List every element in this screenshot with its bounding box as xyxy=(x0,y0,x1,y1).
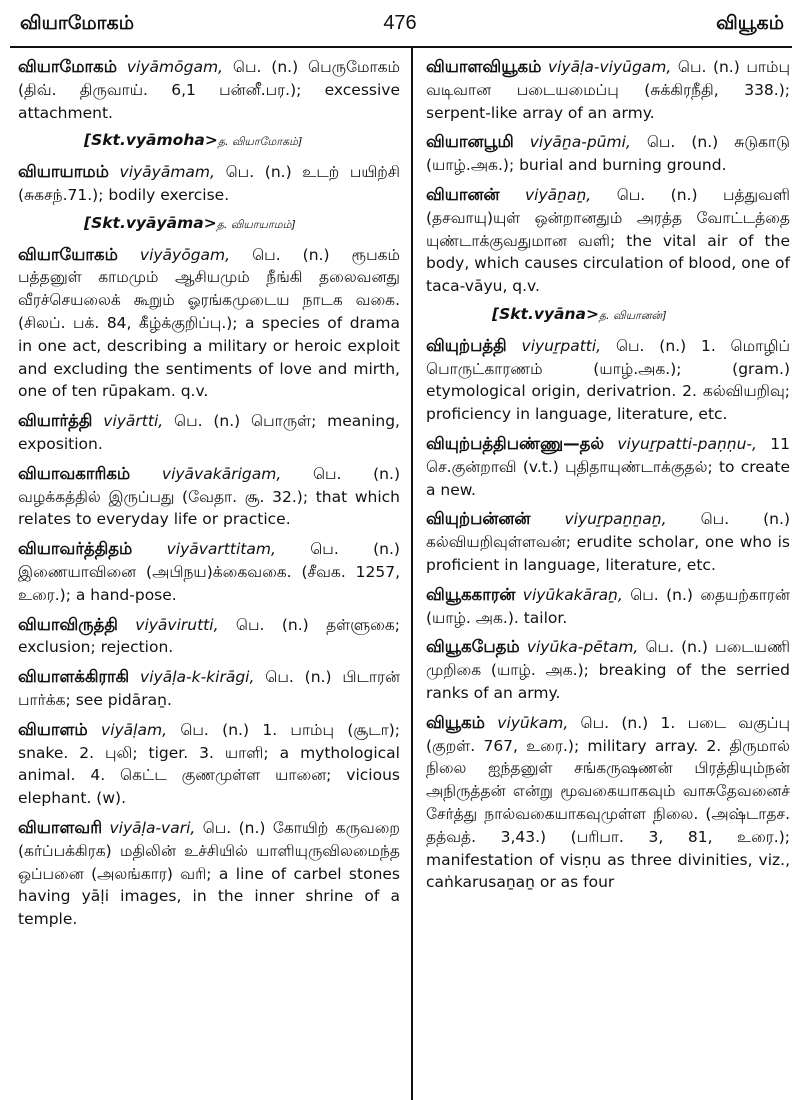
part-of-speech: பெ. (n.) xyxy=(616,185,698,204)
dictionary-entry xyxy=(18,666,400,712)
definition: தையற்காரன் (யாழ். அக.). tailor. xyxy=(426,585,790,627)
etymology-target: த. வியாமோகம்] xyxy=(217,135,303,149)
left-column xyxy=(18,56,400,938)
part-of-speech: பெ. (n.) xyxy=(312,464,400,483)
part-of-speech: பெ. (n.) xyxy=(615,336,687,355)
dictionary-entry xyxy=(18,817,400,931)
etymology-source: [Skt.vyāmoha> xyxy=(84,131,218,150)
dictionary-entry xyxy=(426,56,790,124)
header-left-guideword: வியாமோகம் xyxy=(20,12,134,34)
etymology-target: த. வியானன்] xyxy=(599,308,667,322)
dictionary-entry xyxy=(426,584,790,630)
dictionary-entry xyxy=(18,244,400,404)
dictionary-entry xyxy=(18,410,400,456)
column-divider xyxy=(411,48,413,1100)
part-of-speech: பெ. (n.) xyxy=(232,58,299,76)
transliteration: viyāvirutti, xyxy=(135,615,219,634)
dictionary-entry xyxy=(18,463,400,531)
definition: கல்வியறிவுள்ளவன்; erudite scholar, one who is proficient in language, literature, etc. xyxy=(426,533,790,574)
dictionary-entry xyxy=(18,719,400,810)
headword: வியாளவியூகம் xyxy=(426,57,542,76)
transliteration: viyāḷam, xyxy=(101,720,168,739)
transliteration: viyāṉaṉ, xyxy=(525,185,592,204)
transliteration: viyuṟpatti-paṇṇu-, xyxy=(617,434,757,453)
headword: வியாயாமம் xyxy=(18,162,109,182)
headword: வியூகம் xyxy=(426,712,485,732)
transliteration: viyāvakārigam, xyxy=(161,464,282,483)
part-of-speech: பெ. (n.) xyxy=(310,540,400,559)
part-of-speech: பெ. (n.) xyxy=(646,133,719,152)
headword: வியுற்பத்தி xyxy=(426,335,507,355)
dictionary-entry xyxy=(426,184,790,298)
definition: சுடுகாடு (யாழ்.அக.); burial and burning ground. xyxy=(426,133,790,175)
definition: பிடாரன் பார்க்க; see pidāraṉ. xyxy=(18,668,400,709)
headword: வியூகபேதம் xyxy=(426,637,520,657)
dictionary-entry xyxy=(18,161,400,207)
transliteration: viyāṉa-pūmi, xyxy=(529,133,631,152)
dictionary-entry xyxy=(426,433,790,501)
headword: வியாளக்கிராகி xyxy=(18,667,130,687)
etymology-target: த. வியாயாமம்] xyxy=(216,217,296,231)
transliteration: viyāyāmam, xyxy=(119,163,215,182)
part-of-speech: பெ. (n.) xyxy=(265,668,332,687)
headword: வியாவர்த்திதம் xyxy=(18,539,133,559)
definition: 11 செ.குன்றாவி (v.t.) புதிதாயுண்டாக்குதல்; to create a new. xyxy=(426,434,790,499)
headword: வியாளம் xyxy=(18,719,88,739)
transliteration: viyūkam, xyxy=(497,713,569,732)
definition: இணையாவினை (அபிநய)க்கைவகை. (சீவக. 1257, உரை.); a hand-pose. xyxy=(18,562,400,604)
part-of-speech: பெ. (n.) xyxy=(202,818,266,837)
headword: வியாளவரி xyxy=(18,817,103,837)
transliteration: viyuṟpaṉṉaṉ, xyxy=(564,510,667,529)
dictionary-entry xyxy=(18,538,400,606)
part-of-speech: பெ. (n.) xyxy=(580,713,649,732)
header-right-guideword: வியூகம் xyxy=(716,12,784,34)
page-header xyxy=(0,6,800,46)
part-of-speech: பெ. (n.) xyxy=(174,412,241,431)
transliteration: viyāvarttitam, xyxy=(166,540,276,559)
definition: ரூபகம் பத்தனுள் காமமும் ஆசியமும் நீங்கி தலைவனது வீரச்செயலைக் கூறும் ஓரங்கமுடைய நாடக வகை. (சிலப். பக். 84, கீழ்க்குறிப்பு.); a species of drama in one act, describing a military or heroic exploit and excluding the sentiments of love and mirth, one of ten rūpakam. q.v. xyxy=(18,245,400,401)
definition: உடற் பயிற்சி (சுகசந்.71.); bodily exercise. xyxy=(18,163,400,204)
headword: வியார்த்தி xyxy=(18,411,93,431)
etymology-source: [Skt.vyāna> xyxy=(492,304,600,323)
headword: வியானன் xyxy=(426,184,500,204)
transliteration: viyāyōgam, xyxy=(139,245,231,264)
definition: 1. படை வகுப்பு (குறள். 767, உரை.); military array. 2. திருமால் நிலை ஐந்தனுள் சங்கருஷணன் பிரத்தியும்நன் அநிருத்தன் என்று மூவகையாகவும் வாசுதேவனைச் சேர்த்து நால்வகையாகவுமுள்ள நிலை. (அஷ்டாதச. தத்வத். 3,43.) (பரிபா. 3, 81, உரை.); manifestation of visṇu as three divinities, viz., caṅkarusaṉaṉ or as four xyxy=(426,713,790,892)
transliteration: viyāmōgam, xyxy=(126,58,223,76)
headword: வியுற்பன்னன் xyxy=(426,509,531,529)
transliteration: viyāḷa-k-kirāgi, xyxy=(140,668,255,687)
headword: வியாயோகம் xyxy=(18,244,118,264)
part-of-speech: பெ. (n.) xyxy=(180,720,250,739)
definition: தள்ளுகை; exclusion; rejection. xyxy=(18,615,400,657)
transliteration: viyūkakāraṉ, xyxy=(522,585,623,604)
dictionary-entry xyxy=(426,335,790,426)
headword: வியாமோகம் xyxy=(18,57,117,76)
part-of-speech: பெ. (n.) xyxy=(235,615,309,634)
page-number: 476 xyxy=(383,12,417,34)
definition: பாம்பு வடிவான படையமைப்பு (சுக்கிரநீதி, 338.); serpent-like array of an army. xyxy=(426,58,790,122)
headword: வியாவகாரிகம் xyxy=(18,463,131,483)
definition: பொருள்; meaning, exposition. xyxy=(18,412,400,453)
dictionary-entry xyxy=(426,508,790,576)
definition: படையணி முறிகை (யாழ். அக.); breaking of the serried ranks of an army. xyxy=(426,638,790,702)
definition: வழக்கத்தில் இருப்பது (வேதா. சூ. 32.); that which relates to everyday life or practice. xyxy=(18,487,400,529)
definition: கோயிற் கருவறை (கர்ப்பக்கிரக) மதிலின் உச்சியில் யாளியுருவிலமைந்த ஒப்பனை (அலங்கார) வரி; a line of carbel stones having yāḷi images, in the inner shrine of a temple. xyxy=(18,818,400,929)
right-column xyxy=(426,56,790,901)
definition: 1. மொழிப் பொருட்காரணம் (யாழ்.அக.); (gram.) etymological origin, derivatrion. 2. கல்வியறிவு; proficiency in language, literature, etc. xyxy=(426,336,790,424)
header-rule xyxy=(10,46,792,48)
etymology xyxy=(426,303,790,328)
headword: வியானபூமி xyxy=(426,132,514,152)
definition: 1. பாம்பு (சூடா); snake. 2. புலி; tiger. 3. யாளி; a mythological animal. 4. கெட்ட குணமுள்ள யானை; vicious elephant. (w). xyxy=(18,720,400,808)
definition: பத்துவளி (தசவாயு)யுள் ஒன்றானதும் அரத்த வோட்டத்தை யுண்டாக்குவதுமான வளி; the vital air of the body, which causes circulation of blood, one of taca-vāyu, q.v. xyxy=(426,185,790,296)
dictionary-entry xyxy=(18,56,400,124)
part-of-speech: பெ. (n.) xyxy=(677,58,740,76)
dictionary-entry xyxy=(426,636,790,704)
headword: வியூககாரன் xyxy=(426,584,516,604)
dictionary-entry xyxy=(18,614,400,660)
part-of-speech: பெ. (n.) xyxy=(645,638,708,657)
part-of-speech: பெ. (n.) xyxy=(225,163,292,182)
part-of-speech: பெ. (n.) xyxy=(252,245,330,264)
transliteration: viyūka-pētam, xyxy=(526,638,639,657)
part-of-speech: பெ. (n.) xyxy=(700,510,790,529)
transliteration: viyāḷa-vari, xyxy=(109,818,196,837)
etymology xyxy=(18,212,400,237)
transliteration: viyāḷa-viyūgam, xyxy=(547,58,672,76)
definition: பெருமோகம் (திவ். திருவாய். 6,1 பன்னீ.பர.); excessive attachment. xyxy=(18,58,400,122)
etymology-source: [Skt.vyāyāma> xyxy=(84,213,217,232)
transliteration: viyuṟpatti, xyxy=(521,336,602,355)
dictionary-entry xyxy=(426,712,790,894)
part-of-speech: பெ. (n.) xyxy=(630,585,693,604)
headword: வியாவிருத்தி xyxy=(18,614,118,634)
dictionary-entry xyxy=(426,131,790,177)
headword: வியுற்பத்திபண்ணு—தல் xyxy=(426,433,605,453)
transliteration: viyārtti, xyxy=(103,412,164,431)
etymology xyxy=(18,129,400,154)
